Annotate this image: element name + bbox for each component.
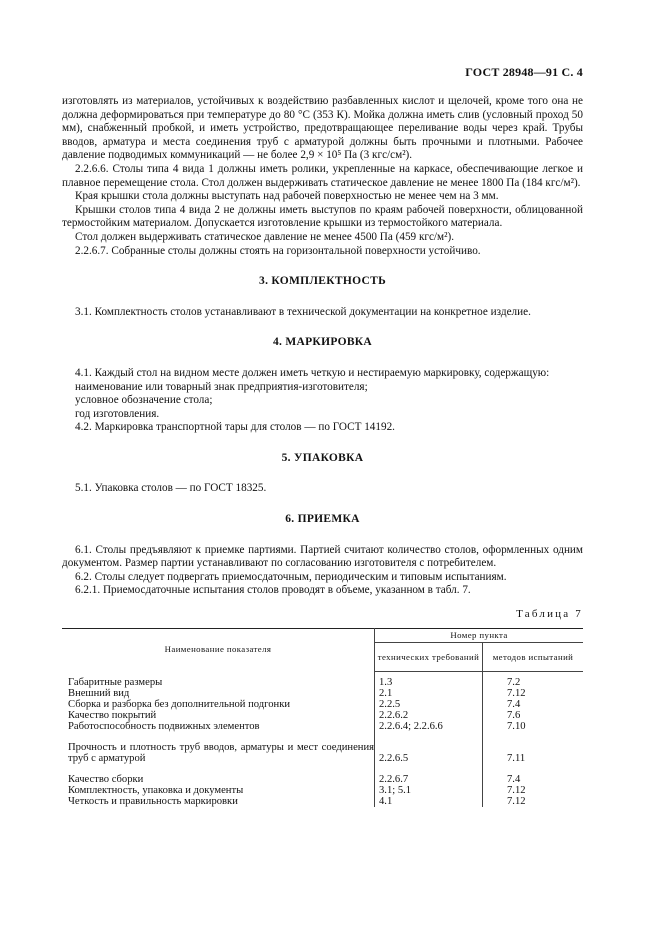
- paragraph-4-1: 4.1. Каждый стол на видном месте должен иметь четкую и нестираемую маркировку, содержащую:: [75, 366, 550, 379]
- paragraph-pressure: Стол должен выдерживать статическое давление не менее 4500 Па (459 кгс/м²).: [75, 230, 454, 243]
- table-row: Прочность и плотность труб вводов, арматуры и мест соединения труб с арматурой 2.2.6.5 7.11: [62, 732, 583, 764]
- section-title-5: 5. УПАКОВКА: [281, 451, 364, 464]
- table-row: Сборка и разборка без дополнительной подгонки 2.2.5 7.4: [62, 699, 583, 710]
- table-row: Комплектность, упаковка и документы 3.1; 5.1 7.12: [62, 785, 583, 796]
- paragraph-4-2: 4.2. Маркировка транспортной тары для столов — по ГОСТ 14192.: [75, 421, 395, 434]
- paragraph-covers: Крышки столов типа 4 вида 2 не должны иметь выступов по краям рабочей поверхности, облицованной термостойким материалом. Допускается изготовление крышки из термостойкого материала.: [62, 203, 583, 230]
- column-header-group: Номер пункта: [375, 628, 584, 642]
- page-header: ГОСТ 28948—91 С. 4: [465, 65, 583, 79]
- table-caption: Таблица 7: [516, 608, 583, 621]
- paragraph-6-1: 6.1. Столы предъявляют к приемке партиями. Партией считают количество столов, оформленных одним документом. Размер партии устанавливают по согласованию изготовителя с потребителем.: [62, 543, 583, 570]
- paragraph-2-2-6-7: 2.2.6.7. Собранные столы должны стоять на горизонтальной поверхности устойчиво.: [75, 244, 481, 257]
- table-row: Внешний вид 2.1 7.12: [62, 688, 583, 699]
- section-title-4: 4. МАРКИРОВКА: [272, 336, 373, 349]
- column-header-requirements: технических требований: [375, 642, 483, 671]
- table-row: Качество покрытий 2.2.6.2 7.6: [62, 710, 583, 721]
- table-row: Четкость и правильность маркировки 4.1 7.12: [62, 796, 583, 807]
- table-row: Работоспособность подвижных элементов 2.2.6.4; 2.2.6.6 7.10: [62, 721, 583, 732]
- paragraph-3-1: 3.1. Комплектность столов устанавливают в технической документации на конкретное изделие.: [75, 305, 531, 318]
- column-header-methods: методов испытаний: [483, 642, 584, 671]
- column-header-name: Наименование показателя: [62, 628, 375, 671]
- section-title-6: 6. ПРИЕМКА: [285, 513, 360, 526]
- table-row: Качество сборки 2.2.6.7 7.4: [62, 764, 583, 785]
- paragraph-6-2: 6.2. Столы следует подвергать приемосдаточным, периодическим и типовым испытаниям.: [75, 570, 507, 583]
- paragraph-6-2-1: 6.2.1. Приемосдаточные испытания столов проводят в объеме, указанном в табл. 7.: [75, 584, 471, 597]
- table-row: Габаритные размеры 1.3 7.2: [62, 671, 583, 688]
- list-item: условное обозначение стола;: [75, 394, 213, 407]
- list-item: наименование или товарный знак предприятия-изготовителя;: [75, 380, 368, 393]
- paragraph-2-2-6-6: 2.2.6.6. Столы типа 4 вида 1 должны иметь ролики, укрепленные на каркасе, обеспечивающие легкое и плавное перемещение стола. Стол должен выдерживать статическое давление не менее 1800 Па (184 кгс/м²).: [62, 162, 583, 189]
- list-item: год изготовления.: [75, 407, 160, 420]
- paragraph-continuation: изготовлять из материалов, устойчивых к воздействию разбавленных кислот и щелочей, кроме того она не должна деформироваться при температуре до 80 °С (353 К). Мойка должна иметь слив (условный проход 50 мм), снабженный пробкой, и иметь устройство, предотвращающее переливание воды через край. Трубы вводов, арматура и места соединения труб с арматурой должны быть прочными и плотными. Рабочее давление подводимых коммуникаций — не более 2,9 × 10⁵ Па (3 кгс/см²).: [62, 95, 583, 162]
- table-7: [62, 628, 583, 807]
- paragraph-5-1: 5.1. Упаковка столов — по ГОСТ 18325.: [75, 482, 267, 495]
- section-title-3: 3. КОМПЛЕКТНОСТЬ: [259, 275, 386, 288]
- paragraph-edges: Края крышки стола должны выступать над рабочей поверхностью не менее чем на 3 мм.: [75, 190, 499, 203]
- document-body: [62, 95, 583, 807]
